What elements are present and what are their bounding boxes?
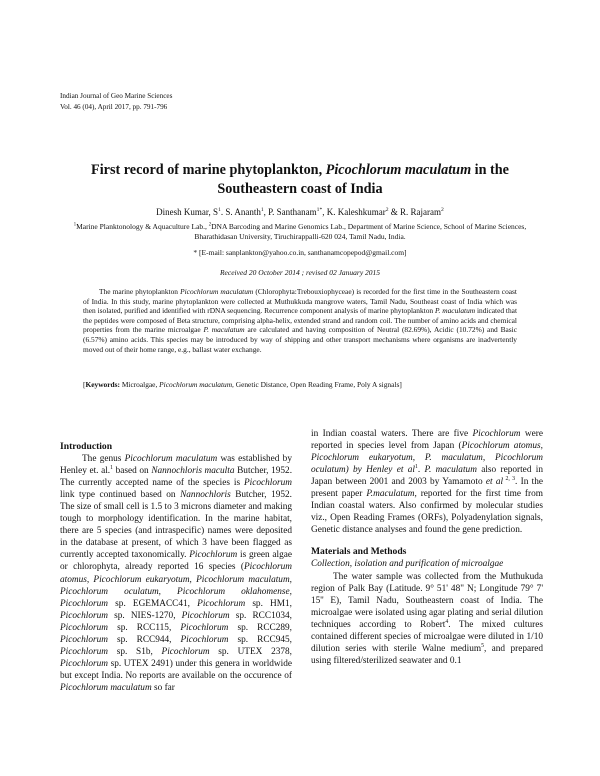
species-name: Picochlorum [197, 598, 246, 609]
species-name: Nannochloris [180, 490, 231, 501]
species-name: Picochlorum [180, 634, 229, 645]
body-text: sp. EGEMACC41, [108, 598, 198, 609]
body-text: sp. NIES-1270, [108, 610, 182, 621]
keywords-text: Genetic Distance, Open Reading Frame, Poly A signals] [233, 380, 402, 389]
abstract-species: Picochlorum maculatum [180, 287, 254, 296]
author-affiliation-mark: 1* [316, 207, 323, 213]
left-column [60, 441, 292, 694]
body-text: sp. UTEX 2378, [209, 646, 292, 657]
author: , K. Kaleshkumar [322, 207, 386, 217]
reference-mark: 5 [481, 642, 484, 649]
body-text: sp. RCC1034, [229, 610, 292, 621]
title-species: Picochlorum maculatum [325, 162, 472, 178]
author: . S. Ananth [220, 207, 261, 217]
affiliation-text: Marine Planktonology & Aquaculture Lab., [76, 222, 209, 231]
abstract-text: indicated that the peptides were composed of Beta structure, comprising alpha-helix, extended strand and random coil. The number of amino acids and chemical properties from the marine microalgae [83, 306, 518, 335]
keywords: [Keywords: Microalgae, Picochlorum maculatum, Genetic Distance, Open Reading Frame, Poly A signals] [83, 380, 402, 389]
reference-mark: 1 [110, 465, 114, 471]
affiliation-mark: 1 [73, 222, 77, 228]
journal-name: Indian Journal of Geo Marine Sciences [60, 92, 173, 100]
title-text: in the Southeastern coast of India [217, 162, 509, 197]
species-name: Picochlorum [60, 634, 109, 645]
author-affiliation-mark: 1 [260, 207, 264, 213]
body-text: sp. UTEX 2491) under this genera in worldwide but except India. No reports are available on the occurence of [60, 658, 292, 681]
species-name: Picochlorum [243, 478, 292, 489]
body-text: was established by Henley et. al. [60, 454, 292, 477]
abstract-text: (Chlorophyta:Trebouxiophyceae) is recorded for the first time in the Southeastern coast of India. In this study, marine phytoplankton were collected at Muthukkuda mangrove waters, Tamil Nadu, Southeast coast of India which was then isolated, purified and identified with rDNA sequencing. Recurrence component analysis of marine phytoplankton [83, 287, 517, 316]
body-text: sp. S1b, [108, 646, 162, 657]
body-text: Butcher, 1952. The size of small cell is 1.5 to 3 microns diameter and making tough to morphology identification. In the marine habitat, there are 5 species (and intraspecific) names were deposited in the database at present, of which 3 have been flagged as currently accepted taxonomically. [60, 490, 292, 561]
species-name: Nannochloris maculta [151, 466, 235, 477]
body-text: . [417, 465, 425, 476]
author: Dinesh Kumar, S [156, 207, 219, 217]
body-text: The water sample was collected from the Muthukuda region of Palk Bay (Latitude. 9° 51' 48" N; Longitude 79° 7' 15'' E), Tamil Nadu, Southeastern coast of India. The microalgae were isolated using agar plating and serial dilution techniques according to Robert [311, 571, 543, 630]
body-text: . The mixed cultures contained different species of microalgae were diluted in 1/10 dilution series with sterile Walne medium [311, 619, 544, 654]
body-text: sp. RCC944, [108, 634, 181, 645]
species-name: P.maculatum, [366, 489, 417, 500]
corresponding-email: * [E-mail: sanplankton@yahoo.co.in, santhanamcopepod@gmail.com] [193, 248, 407, 257]
citation-text: et al [485, 477, 504, 488]
species-name: Picochlorum [189, 550, 238, 561]
right-column [311, 428, 543, 667]
body-text: based on [113, 466, 152, 477]
species-name: Picochlorum maculatum [60, 682, 152, 693]
species-name: Picochlorum [161, 646, 210, 657]
abstract-species: P. maculatum [203, 325, 245, 335]
keywords-label: Keywords: [85, 380, 120, 389]
body-text: Butcher, 1952. The currently accepted name of the species is [60, 466, 293, 489]
author: , P. Santhanam [263, 207, 317, 217]
introduction-continued [311, 428, 543, 536]
body-text: in Indian coastal waters. There are five [311, 429, 473, 439]
species-name: Picochlorum [60, 646, 109, 657]
methods-paragraph [311, 571, 543, 667]
introduction-paragraph [60, 453, 292, 694]
introduction-heading: Introduction [60, 441, 113, 452]
affiliation-text: DNA Barcoding and Marine Genomics Lab., Department of Marine Science, School of Marine Sciences, Bharathidasan University, Tiruchirappalli-620 024, Tamil Nadu, India. [194, 222, 527, 242]
species-name: P. maculatum [424, 465, 477, 476]
methods-subheading: Collection, isolation and purification of microalgae [311, 559, 504, 570]
abstract-text: are calculated and having composition of Neutral (82.69%), Acidic (10.72%) and Basic (6.57%) amino acids. This species may be introduced by way of shipping and other transport mechanisms where organisms are inadvertently moved out of their home range, e.g., ballast water exchange. [83, 325, 517, 354]
body-text: sp. HM1, [245, 598, 293, 609]
body-text: . In the present paper [311, 477, 543, 500]
reference-mark: 2, 3 [503, 476, 516, 483]
author-list [60, 206, 540, 218]
section-gap [311, 536, 543, 546]
body-text: link type continued based on [60, 490, 181, 501]
title-text: First record of marine phytoplankton, [91, 162, 326, 178]
abstract [83, 287, 517, 354]
author-affiliation-mark: 1 [218, 207, 221, 213]
body-text: reported for the first time from Indian coastal waters. Also confirmed by molecular studies viz., Open Reading Frames (ORFs), Polyadenylation signals, Genetic distance analyses and found the gene prediction. [311, 489, 543, 536]
abstract-text: The marine phytoplankton [99, 287, 181, 296]
body-text: , and prepared using filtered/sterilized seawater and 0.1 [311, 643, 543, 666]
body-text: were reported in species level from Japan ( [311, 429, 543, 452]
body-text: also reported in Japan between 2001 and 2003 by Yamamoto [311, 465, 543, 488]
body-text: is green algae or chlorophyta, already reported 16 species ( [60, 550, 293, 573]
species-name: Picochlorum [60, 658, 109, 669]
paper-title [60, 161, 540, 198]
species-name: Picochlorum atomus, Picochlorum eukaryotum, P. maculatum, Picochlorum oculatum [311, 441, 543, 476]
keywords-text: Microalgae, [119, 380, 160, 389]
author-affiliation-mark: 2 [441, 207, 444, 213]
body-text: sp. RCC945, [228, 634, 292, 645]
body-text: so far [151, 682, 175, 693]
citation-text: ) by Henley et al [345, 465, 415, 476]
abstract-species: P. maculatum [434, 306, 476, 316]
received-dates: Received 20 October 2014 ; revised 02 January 2015 [219, 268, 381, 277]
journal-header [60, 91, 172, 112]
methods-heading: Materials and Methods [311, 546, 407, 558]
author-affiliation-mark: 2 [385, 207, 389, 213]
species-name: Picochlorum maculatum [124, 454, 218, 465]
species-name: Picochlorum [181, 610, 230, 621]
body-text: sp. RCC115, [108, 622, 181, 633]
affiliation-mark: 2 [208, 222, 212, 228]
body-text: The genus [82, 454, 125, 465]
reference-mark: 4 [445, 618, 449, 625]
species-name: Picochlorum [60, 622, 109, 633]
species-name: Picochlorum [472, 429, 521, 439]
species-name: Picochlorum [180, 622, 229, 633]
journal-citation: Vol. 46 (04), April 2017, pp. 791-796 [60, 102, 168, 111]
species-name: Picochlorum [60, 610, 109, 621]
author: & R. Rajaram [388, 207, 442, 217]
affiliations [60, 222, 540, 242]
body-text: sp. RCC289, [228, 622, 292, 633]
keywords-species: Picochlorum maculatum, [159, 380, 234, 389]
reference-mark: 1 [414, 464, 418, 471]
species-name: Picochlorum atomus, Picochlorum eukaryotum, Picochlorum maculatum, Picochlorum oculatum, Picochlorum oklahomense, Picochlorum [60, 562, 292, 609]
